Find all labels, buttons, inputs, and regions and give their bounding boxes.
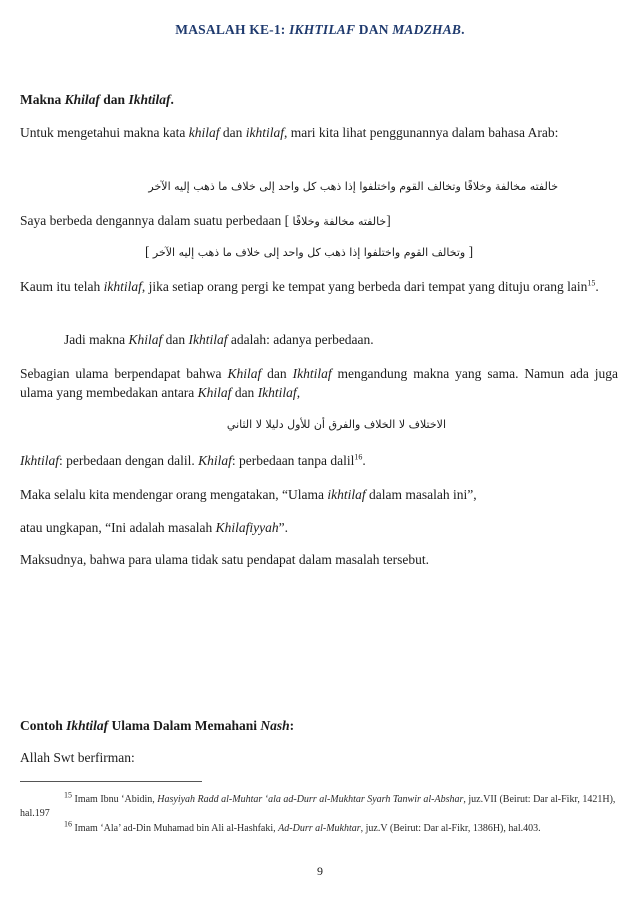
header-text: DAN [355,22,393,37]
footnote-ref-15[interactable]: 15 [587,278,596,288]
arabic-quote-3: الاختلاف لا الخلاف والفرق أن للأول دليلا لا الثاني [226,418,446,431]
paragraph-translation-1: Saya berbeda dengannya dalam suatu perbedaan [ خالفته مخالفة وخلافًا] [20,213,391,228]
arabic-inline: خالفته مخالفة وخلافًا [292,215,387,228]
header-text: MASALAH KE-1: [175,22,290,37]
arabic-quote-2-text: وتخالف القوم واختلفوا إذا ذهب كل واحد إلى خلاف ما ذهب إليه الآخر [152,246,466,259]
section-heading-makna: Makna Khilaf dan Ikhtilaf. [20,92,174,107]
arabic-quote-2: [ وتخالف القوم واختلفوا إذا ذهب كل واحد إلى خلاف ما ذهب إليه الآخر ] [145,244,474,259]
paragraph-allah: Allah Swt berfirman: [20,750,135,765]
footnote-ref-16[interactable]: 16 [354,452,363,462]
paragraph-maksudnya: Maksudnya, bahwa para ulama tidak satu pendapat dalam masalah tersebut. [20,552,429,567]
paragraph-intro: Untuk mengetahui makna kata khilaf dan ikhtilaf, mari kita lihat penggunannya dalam bahasa Arab: [20,125,559,140]
paragraph-kaum: Kaum itu telah ikhtilaf, jika setiap orang pergi ke tempat yang berbeda dari tempat yang dituju orang lain$^{15}$. [20,278,599,294]
paragraph-definition: Ikhtilaf: perbedaan dengan dalil. Khilaf: perbedaan tanpa dalil$^{16}$. [20,452,366,468]
page-number: 9 [317,864,323,878]
section-heading-contoh: Contoh Ikhtilaf Ulama Dalam Memahani Nash: [20,718,295,733]
paragraph-maka: Maka selalu kita mendengar orang mengatakan, “Ulama ikhtilaf dalam masalah ini”, [20,487,477,502]
header-text: . [461,22,465,37]
paragraph-jadi: Jadi makna Khilaf dan Ikhtilaf adalah: adanya perbedaan. [64,332,374,347]
footnote-16: $^{16}$ Imam ‘Ala’ ad-Din Muhamad bin Ali al-Hashfaki, Ad-Durr al-Mukhtar, juz.V (Beirut: Dar al-Fikr, 1386H), hal.403. [64,819,541,834]
paragraph-sebagian: Sebagian ulama berpendapat bahwa Khilaf dan Ikhtilaf mengandung makna yang sama. Namun ada juga ulama yang membedakan antara Khilaf dan Ikhtilaf, [20,366,619,400]
arabic-quote-1: خالفته مخالفة وخلافًا وتخالف القوم واختلفوا إذا ذهب كل واحد إلى خلاف ما ذهب إليه الآخر [148,180,558,193]
paragraph-ungkapan: atau ungkapan, “Ini adalah masalah Khilafiyyah”. [20,520,289,535]
header-term-madzhab: MADZHAB [392,22,462,37]
footnote-separator [20,781,202,782]
page-header [0,22,640,38]
header-term-ikhtilaf: IKHTILAF [289,22,356,37]
footnote-15: $^{15}$ Imam Ibnu ‘Abidin, Hasyiyah Radd al-Muhtar ‘ala ad-Durr al-Mukhtar Syarh Tanwir al-Abshar, juz.VII (Beirut: Dar al-Fikr, 1421H), hal.197 [20,790,616,819]
